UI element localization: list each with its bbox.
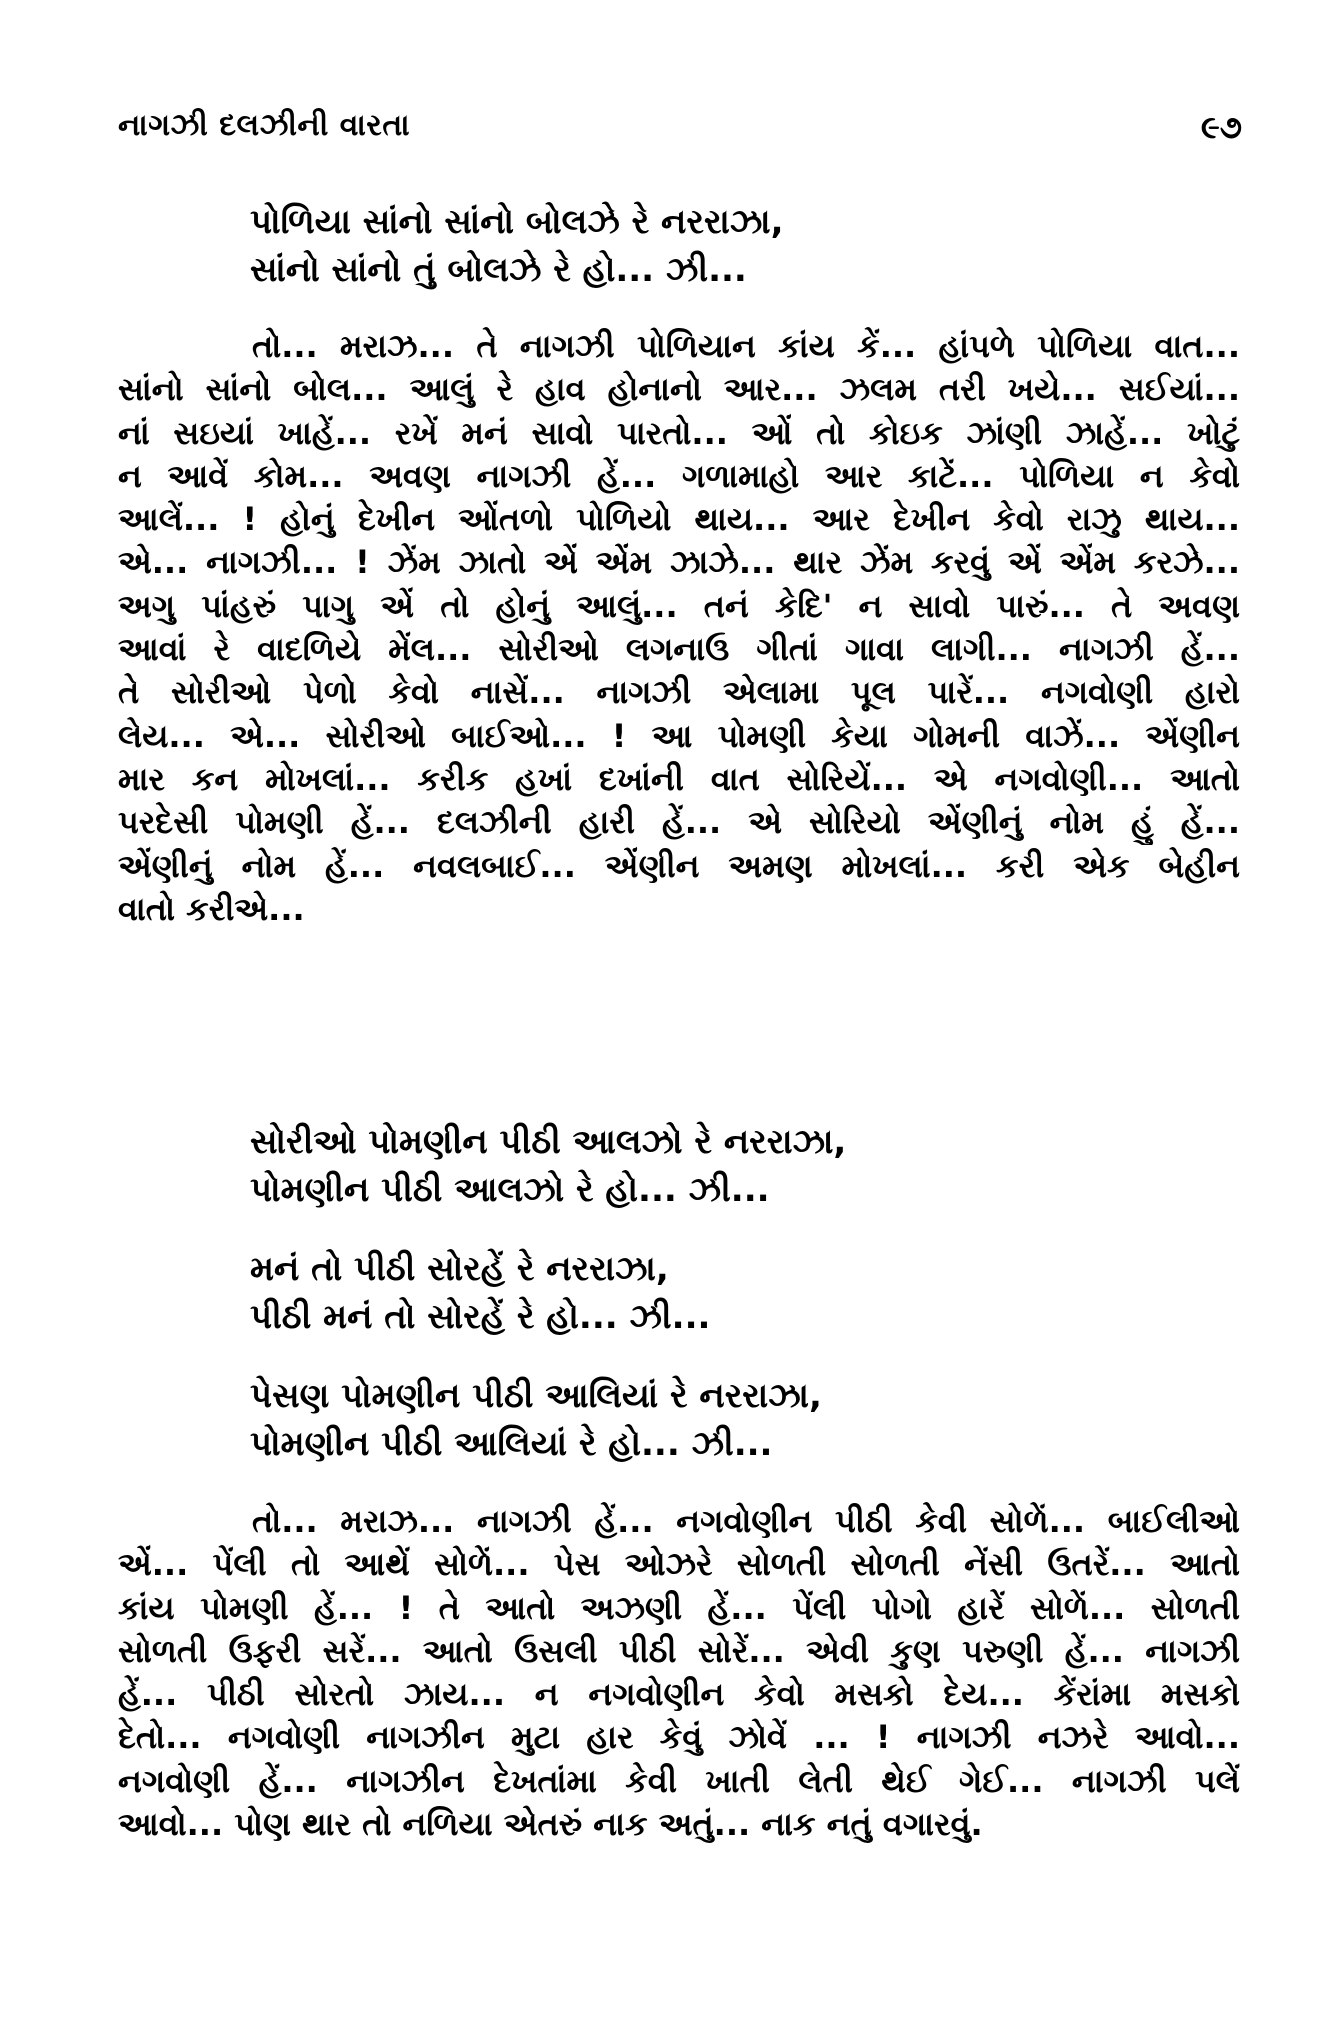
prose-line: દેતો... નગવોણી નાગઝીન મુટા હાર કેવું ઝોવેં ... ! નાગઝી નઝરે આવો...: [118, 1718, 1240, 1757]
prose-line: તો... મરાઝ... નાગઝી હેં... નગવોણીન પીઠી કેવી સોળેં... બાઈલીઓ: [252, 1502, 1240, 1540]
prose-line: આવો... પોણ થાર તો નળિયા એતરું નાક અતું... નાક નતું વગારવું.: [118, 1805, 983, 1844]
verse-stanza-1: [250, 198, 1250, 294]
prose-line: નાં સઇયાં ખાહેં... રખેં મનં સાવો પારતો... ઓં તો કોઇક ઝાંણી ઝાહેં... ખોટું: [118, 413, 1240, 452]
prose-line: સાંનો સાંનો બોલ... આલું રે હાવ હોનાનો આર... ઝલમ તરી ખયે... સઈયાં...: [118, 370, 1240, 409]
verse-line: સાંનો સાંનો તું બોલઝે રે હો... ઝી...: [250, 250, 747, 290]
prose-line: તો... મરાઝ... તે નાગઝી પોળિયાન કાંય કેં... હાંપળે પોળિયા વાત...: [252, 327, 1240, 365]
verse-line: પોળિયા સાંનો સાંનો બોલઝે રે નરરાઝા,: [250, 202, 784, 242]
prose-line: એં... પેંલી તો આથેં સોળેં... પેસ ઓઝરે સોળતી સોળતી નેંસી ઉતરેં... આતો: [118, 1545, 1240, 1584]
verse-line: પોમણીન પીઠી આલઝો રે હો... ઝી...: [250, 1170, 770, 1210]
verse-line: પોમણીન પીઠી આલિયાં રે હો... ઝી...: [250, 1424, 773, 1464]
verse-stanza-4: [250, 1372, 1250, 1468]
prose-line: એ... નાગઝી... ! ઝેંમ ઝાતો એં એંમ ઝાઝે... થાર ઝેંમ કરવું એં એંમ કરઝે...: [118, 543, 1240, 582]
verse-line: પેસણ પોમણીન પીઠી આલિયાં રે નરરાઝા,: [250, 1376, 822, 1416]
verse-stanza-2: [250, 1118, 1250, 1214]
page-number: ૯૭: [1200, 108, 1242, 146]
running-title: નાગઝી દલઝીની વારતા: [118, 108, 411, 143]
verse-line: પીઠી મનં તો સોરહેં રે હો... ઝી...: [250, 1297, 711, 1337]
running-head: [118, 108, 1242, 158]
prose-line: માર કન મોખલાં... કરીક હખાં દખાંની વાત સોરિયેં... એ નગવોણી... આતો: [118, 759, 1240, 798]
prose-line: આલેં... ! હોનું દેખીન ઓંતળો પોળિયો થાય... આર દેખીન કેવો રાઝુ થાય...: [118, 500, 1240, 539]
prose-paragraph-1: [118, 325, 1240, 931]
prose-line: અગુ પાંહરું પાગુ એં તો હોનું આલું... તનં કેદિ' ન સાવો પારું... તે અવણ: [118, 586, 1240, 625]
prose-line: હેં... પીઠી સોરતો ઝાય... ન નગવોણીન કેવો મસકો દેય... કેંરાંમા મસકો: [118, 1675, 1240, 1714]
verse-line: સોરીઓ પોમણીન પીઠી આલઝો રે નરરાઝા,: [250, 1122, 847, 1162]
prose-line: વાતો કરીએ...: [118, 889, 305, 928]
prose-line: લેય... એ... સોરીઓ બાઈઓ... ! આ પોમણી કેયા ગોમની વાઝેં... એંણીન: [118, 716, 1240, 755]
prose-line: પરદેસી પોમણી હેં... દલઝીની હારી હેં... એ સોરિયો એંણીનું નોમ હું હેં...: [118, 803, 1240, 842]
prose-paragraph-2: [118, 1500, 1240, 1846]
prose-line: ન આવેં કોમ... અવણ નાગઝી હેં... ગળામાહો આર કાટેં... પોળિયા ન કેવો: [118, 456, 1240, 495]
prose-line: કાંય પોમણી હેં... ! તે આતો અઝણી હેં... પેંલી પોગો હારેં સોળેં... સોળતી: [118, 1588, 1240, 1627]
prose-line: સોળતી ઉફરી સરેં... આતો ઉસલી પીઠી સોરેં... એવી કુણ પરુણી હેં... નાગઝી: [118, 1631, 1240, 1670]
verse-line: મનં તો પીઠી સોરહેં રે નરરાઝા,: [250, 1249, 669, 1289]
prose-line: તે સોરીઓ પેળો કેવો નાસેં... નાગઝી એલામા પૂલ પારેં... નગવોણી હારો: [118, 673, 1240, 712]
verse-stanza-3: [250, 1245, 1250, 1341]
prose-line: નગવોણી હેં... નાગઝીન દેખતાંમા કેવી ખાતી લેતી થેઈ ગેઈ... નાગઝી પલેં: [118, 1761, 1240, 1800]
prose-line: એંણીનું નોમ હેં... નવલબાઈ... એંણીન અમણ મોખલાં... કરી એક બેહીન: [118, 846, 1240, 885]
prose-line: આવાં રે વાદળિયે મેંલ... સોરીઓ લગનાઉ ગીતાં ગાવા લાગી... નાગઝી હેં...: [118, 630, 1240, 669]
